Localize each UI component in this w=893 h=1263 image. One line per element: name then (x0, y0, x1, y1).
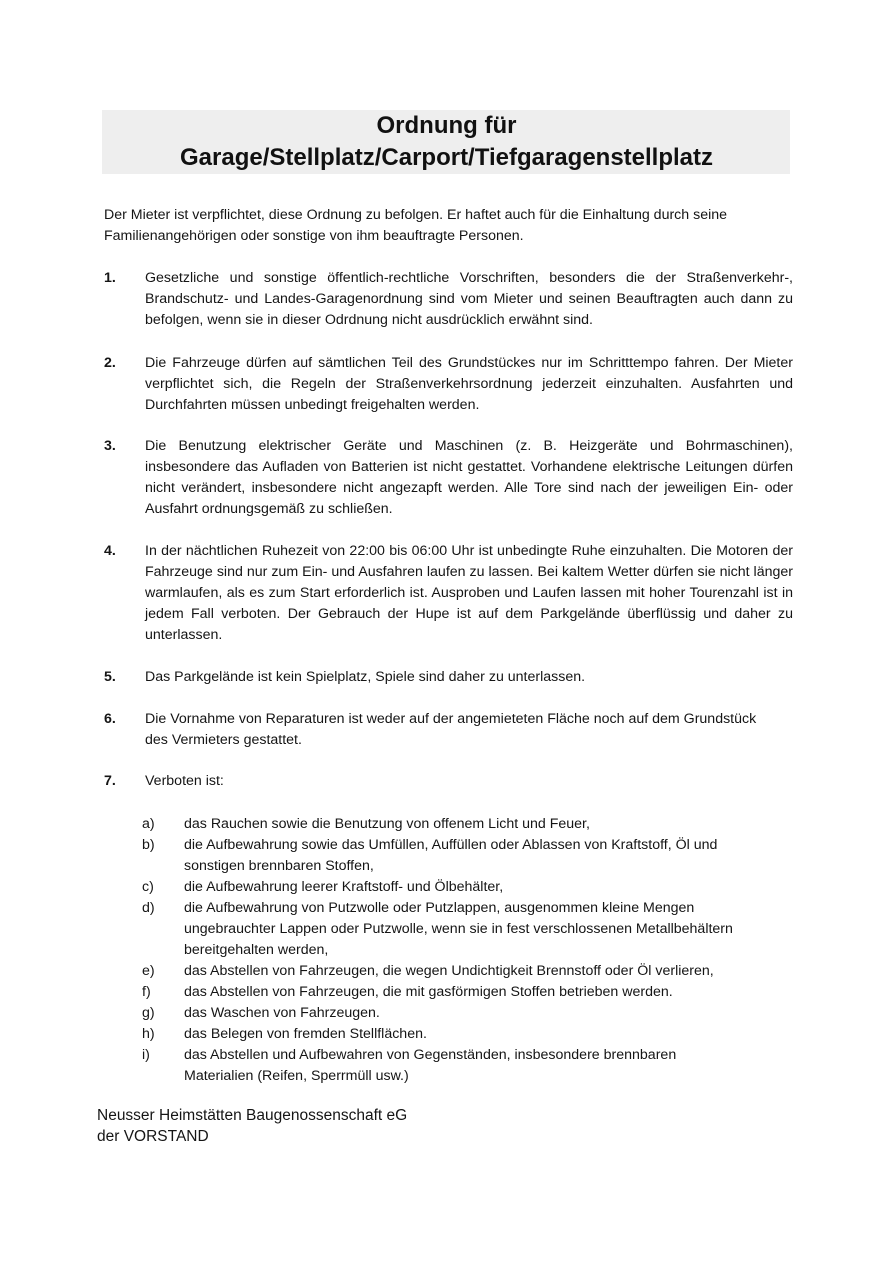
rule-text: Gesetzliche und sonstige öffentlich-rechtliche Vorschriften, besonders die der Straßenverkehr-, Brandschutz- und Landes-Garagenordnung sind vom Mieter und seinen Beauftragten auch dann zu befolgen, wenn sie in dieser Odrdnung nicht ausdrücklich erwähnt sind. (145, 270, 793, 328)
sub-item-text: das Abstellen von Fahrzeugen, die mit gasförmigen Stoffen betrieben werden. (184, 984, 673, 1000)
sub-item-letter: a) (142, 816, 155, 832)
sub-item-letter: g) (142, 1005, 155, 1021)
sub-item-text: die Aufbewahrung leerer Kraftstoff- und Ölbehälter, (184, 879, 504, 895)
rule-text: In der nächtlichen Ruhezeit von 22:00 bis 06:00 Uhr ist unbedingte Ruhe einzuhalten. Die Motoren der Fahrzeuge sind nur zum Ein- und Ausfahren laufen zu lassen. Bei kaltem Wetter dürfen sie nicht länger warmlaufen, als es zum Start erforderlich ist. Ausproben und Laufen lassen mit hoher Tourenzahl ist in jedem Fall verboten. Der Gebrauch der Hupe ist auf dem Parkgelände überflüssig und daher zu unterlassen. (145, 543, 793, 643)
sub-item-text: das Rauchen sowie die Benutzung von offenem Licht und Feuer, (184, 816, 590, 832)
rule-number: 4. (104, 543, 116, 559)
rule-number: 2. (104, 355, 116, 371)
rule-text: Die Benutzung elektrischer Geräte und Maschinen (z. B. Heizgeräte und Bohrmaschinen), insbesondere das Aufladen von Batterien ist nicht gestattet. Vorhandene elektrische Leitungen dürfen nicht verändert, insbesondere nicht angezapft werden. Alle Tore sind nach der jeweiligen Ein- oder Ausfahrt ordnungsgemäß zu schließen. (145, 438, 793, 517)
sub-item-text: die Aufbewahrung sowie das Umfüllen, Auffüllen oder Ablassen von Kraftstoff, Öl und sonstigen brennbaren Stoffen, (184, 837, 718, 874)
sub-item-letter: e) (142, 963, 155, 979)
sub-item-text: das Belegen von fremden Stellflächen. (184, 1026, 427, 1042)
page-title-line-2: Garage/Stellplatz/Carport/Tiefgaragenstellplatz (179, 144, 714, 171)
sub-item-letter: h) (142, 1026, 155, 1042)
sub-item-letter: c) (142, 879, 154, 895)
rule-number: 3. (104, 438, 116, 454)
sub-item-text: das Abstellen und Aufbewahren von Gegenständen, insbesondere brennbaren Materialien (Reifen, Sperrmüll usw.) (184, 1047, 677, 1084)
rule-number: 6. (104, 711, 116, 727)
sub-item-text: die Aufbewahrung von Putzwolle oder Putzlappen, ausgenommen kleine Mengen ungebrauchter Lappen oder Putzwolle, wenn sie in fest verschlossenen Metallbehältern bereitgehalten werden, (184, 900, 733, 958)
sub-item-text: das Waschen von Fahrzeugen. (184, 1005, 380, 1021)
sub-item-text: das Abstellen von Fahrzeugen, die wegen Undichtigkeit Brennstoff oder Öl verlieren, (184, 963, 714, 979)
page-title-line-1: Ordnung für (376, 112, 517, 139)
signature-organization: Neusser Heimstätten Baugenossenschaft eG (97, 1107, 408, 1124)
rule-number: 1. (104, 270, 116, 286)
rule-text: Die Fahrzeuge dürfen auf sämtlichen Teil des Grundstückes nur im Schritttempo fahren. Der Mieter verpflichtet sich, die Regeln der Straßenverkehrsordnung jederzeit einzuhalten. Ausfahrten und Durchfahrten müssen unbedingt freigehalten werden. (145, 355, 793, 413)
rule-number: 7. (104, 773, 116, 789)
rule-number: 5. (104, 669, 116, 685)
rule-text: Die Vornahme von Reparaturen ist weder auf der angemieteten Fläche noch auf dem Grundstück des Vermieters gestattet. (145, 711, 757, 748)
intro-paragraph: Der Mieter ist verpflichtet, diese Ordnung zu befolgen. Er haftet auch für die Einhaltung durch seine Familienangehörigen oder sonstige von ihm beauftragte Personen. (104, 207, 728, 244)
sub-item-letter: f) (142, 984, 151, 1000)
sub-item-letter: d) (142, 900, 155, 916)
rule-text: Das Parkgelände ist kein Spielplatz, Spiele sind daher zu unterlassen. (145, 669, 586, 685)
rule-text: Verboten ist: (145, 773, 224, 789)
sub-item-letter: i) (142, 1047, 150, 1063)
sub-item-letter: b) (142, 837, 155, 853)
signature-board: der VORSTAND (97, 1128, 209, 1145)
